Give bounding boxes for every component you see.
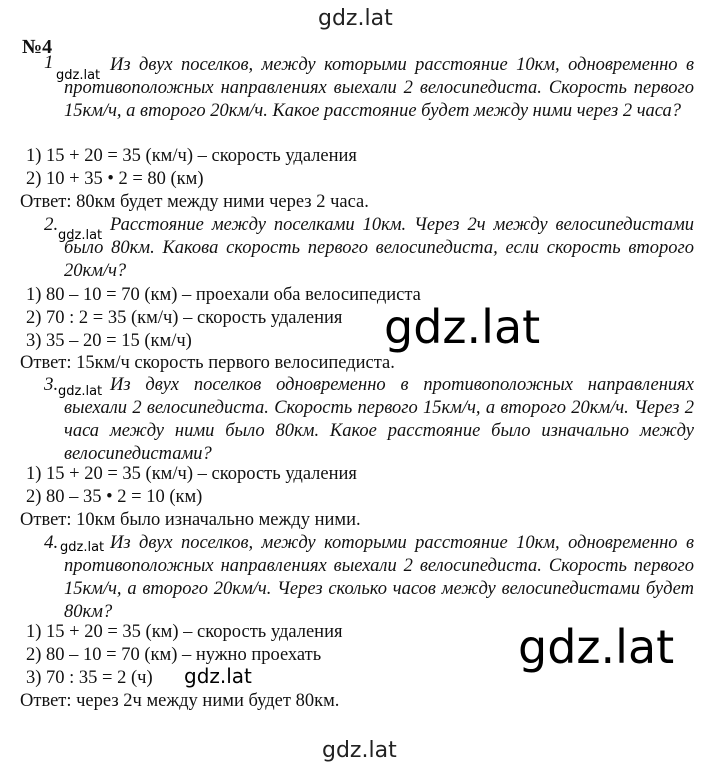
exercise-number: №4 <box>22 36 53 58</box>
problem-1-step-1: 1) 15 + 20 = 35 (км/ч) – скорость удаления <box>26 146 357 166</box>
problem-1-answer: Ответ: 80км будет между ними через 2 часа. <box>20 192 369 212</box>
problem-4-text: Из двух поселков, между которыми расстояние 10км, одновременно в противоположных направлениях выехали 2 велосипедиста. Скорость первого 15км/ч, а второго 20км/ч. Через сколько часов между велосипедистами будет 80км? <box>64 533 694 622</box>
watermark-inline: gdz.lat <box>184 664 252 688</box>
problem-1-text: Из двух поселков, между которыми расстояние 10км, одновременно в противоположных направлениях выехали 2 велосипедиста. Скорость первого 15км/ч, а второго 20км/ч. Какое расстояние будет между ними через 2 часа? <box>64 55 694 121</box>
problem-2-label: 2. <box>44 214 59 235</box>
problem-4-label: 4. <box>44 532 59 553</box>
problem-3-label: 3. <box>44 374 59 395</box>
problem-4-answer: Ответ: через 2ч между ними будет 80км. <box>20 691 340 711</box>
watermark-large: gdz.lat <box>384 300 541 354</box>
problem-3-step-2: 2) 80 – 35 • 2 = 10 (км) <box>26 487 203 507</box>
problem-3-step-1: 1) 15 + 20 = 35 (км/ч) – скорость удаления <box>26 464 357 484</box>
watermark-inline: gdz.lat <box>58 384 103 399</box>
watermark-inline: gdz.lat <box>58 228 103 243</box>
problem-4-step-1: 1) 15 + 20 = 35 (км) – скорость удаления <box>26 622 343 642</box>
problem-2-step-1: 1) 80 – 10 = 70 (км) – проехали оба велосипедиста <box>26 285 421 305</box>
problem-2-text: Расстояние между поселками 10км. Через 2ч между велосипедистами было 80км. Какова скорость первого велосипедиста, если скорость второго 20км/ч? <box>64 215 694 281</box>
problem-4-step-3: 3) 70 : 35 = 2 (ч) <box>26 668 153 688</box>
watermark-inline: gdz.lat <box>56 68 101 83</box>
problem-2-answer: Ответ: 15км/ч скорость первого велосипедиста. <box>20 353 395 373</box>
watermark-large: gdz.lat <box>518 620 675 674</box>
watermark-top: gdz.lat <box>318 6 393 31</box>
problem-1-step-2: 2) 10 + 35 • 2 = 80 (км) <box>26 169 204 189</box>
problem-3-answer: Ответ: 10км было изначально между ними. <box>20 510 361 530</box>
problem-2-step-2: 2) 70 : 2 = 35 (км/ч) – скорость удаления <box>26 308 343 328</box>
watermark-inline: gdz.lat <box>60 540 105 555</box>
problem-1-label: 1 <box>44 52 54 73</box>
problem-4-step-2: 2) 80 – 10 = 70 (км) – нужно проехать <box>26 645 322 665</box>
watermark-bottom: gdz.lat <box>322 738 397 763</box>
problem-2-step-3: 3) 35 – 20 = 15 (км/ч) <box>26 331 192 351</box>
problem-3-text: Из двух поселков одновременно в противоположных направлениях выехали 2 велосипедиста. Скорость первого 15км/ч, а второго 20км/ч. Через 2 часа между ними было 80км. Какое расстояние было изначально между велосипедистами? <box>64 375 694 464</box>
